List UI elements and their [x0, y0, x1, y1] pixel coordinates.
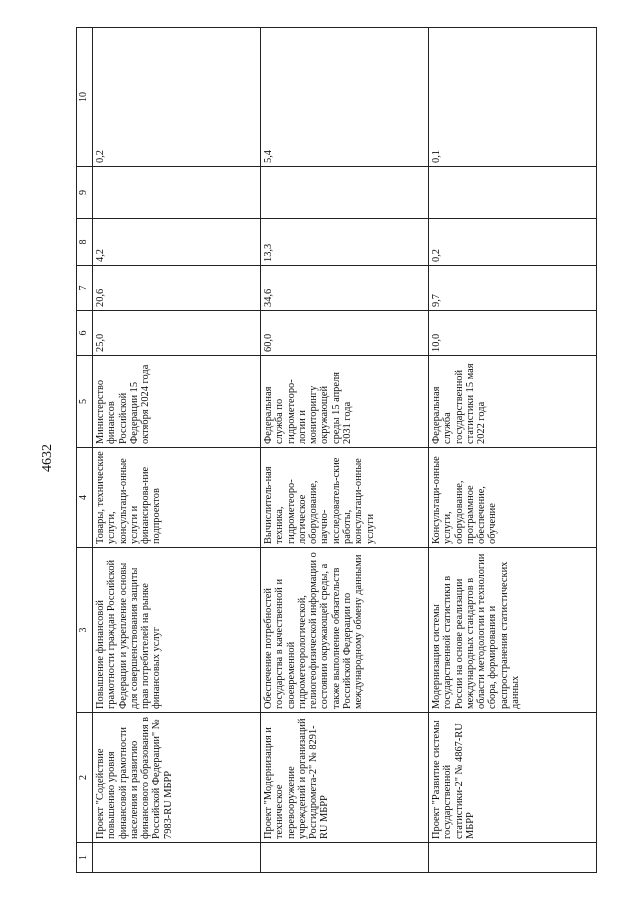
table-row: [261, 28, 429, 873]
value-cell-10: 0,2: [93, 28, 261, 167]
value-cell-7: 9,7: [429, 266, 597, 311]
value-cell-8: 13,3: [261, 219, 429, 266]
row-index-cell: [429, 843, 597, 873]
col-header-10: 10: [77, 28, 93, 167]
projects-table: [76, 27, 597, 873]
col-header-9: 9: [77, 167, 93, 219]
agency-cell: Министерство финансов Российской Федерации 15 октября 2024 года: [93, 356, 261, 448]
table-row: [429, 28, 597, 873]
col-header-1: 1: [77, 843, 93, 873]
goal-cell: Обеспечение потребностей государства в качественной и своевременной гидрометеорологической, гелиогеофизической информации о состоянии окружающей среды, а также выполнение обязательств Российской Федерации по международному обмену данными: [261, 548, 429, 713]
value-cell-9: [93, 167, 261, 219]
page-number: 4632: [40, 444, 55, 472]
header-row: [77, 28, 93, 873]
col-header-8: 8: [77, 219, 93, 266]
table-container: [76, 28, 613, 873]
col-header-2: 2: [77, 713, 93, 843]
project-cell: Проект "Содействие повышению уровня финансовой грамотности населения и развитию финансового образования в Российской Федерации" № 7983-RU МБРР: [93, 713, 261, 843]
col-header-5: 5: [77, 356, 93, 448]
table-row: [93, 28, 261, 873]
project-cell: Проект "Развитие системы государственной статистики-2" № 4867-RU МБРР: [429, 713, 597, 843]
spending-cell: Вычислитель-ная техника, гидрометеоро-логическое оборудование, научно-исследователь-ские работы, консультаци-онные услуги: [261, 448, 429, 548]
value-cell-6: 10,0: [429, 311, 597, 356]
col-header-3: 3: [77, 548, 93, 713]
row-index-cell: [93, 843, 261, 873]
value-cell-8: 4,2: [93, 219, 261, 266]
value-cell-10: 5,4: [261, 28, 429, 167]
value-cell-6: 60,0: [261, 311, 429, 356]
spending-cell: Товары, технические услуги, консультаци-онные услуги и финансирова-ние подпроектов: [93, 448, 261, 548]
value-cell-7: 34,6: [261, 266, 429, 311]
col-header-4: 4: [77, 448, 93, 548]
row-index-cell: [261, 843, 429, 873]
goal-cell: Модернизация системы государственной статистики в России на основе реализации международных стандартов в области методологии и технологии сбора, формирования и распространения статистических данных: [429, 548, 597, 713]
agency-cell: Федеральная служба по гидрометеоро-логии и мониторингу окружающей среды 15 апреля 2031 года: [261, 356, 429, 448]
goal-cell: Повышение финансовой грамотности граждан Российской Федерации и укрепление основы для совершенствования защиты прав потребителей на рынке финансовых услуг: [93, 548, 261, 713]
value-cell-8: 0,2: [429, 219, 597, 266]
value-cell-9: [261, 167, 429, 219]
col-header-6: 6: [77, 311, 93, 356]
agency-cell: Федеральная служба государственной статистики 15 мая 2022 года: [429, 356, 597, 448]
value-cell-10: 0,1: [429, 28, 597, 167]
value-cell-9: [429, 167, 597, 219]
value-cell-6: 25,0: [93, 311, 261, 356]
project-cell: Проект "Модернизация и техническое перевооружение учреждений и организаций Росгидромета-2" № 8291-RU МБРР: [261, 713, 429, 843]
col-header-7: 7: [77, 266, 93, 311]
value-cell-7: 20,6: [93, 266, 261, 311]
spending-cell: Консультаци-онные услуги, оборудование, программное обеспечение, обучение: [429, 448, 597, 548]
